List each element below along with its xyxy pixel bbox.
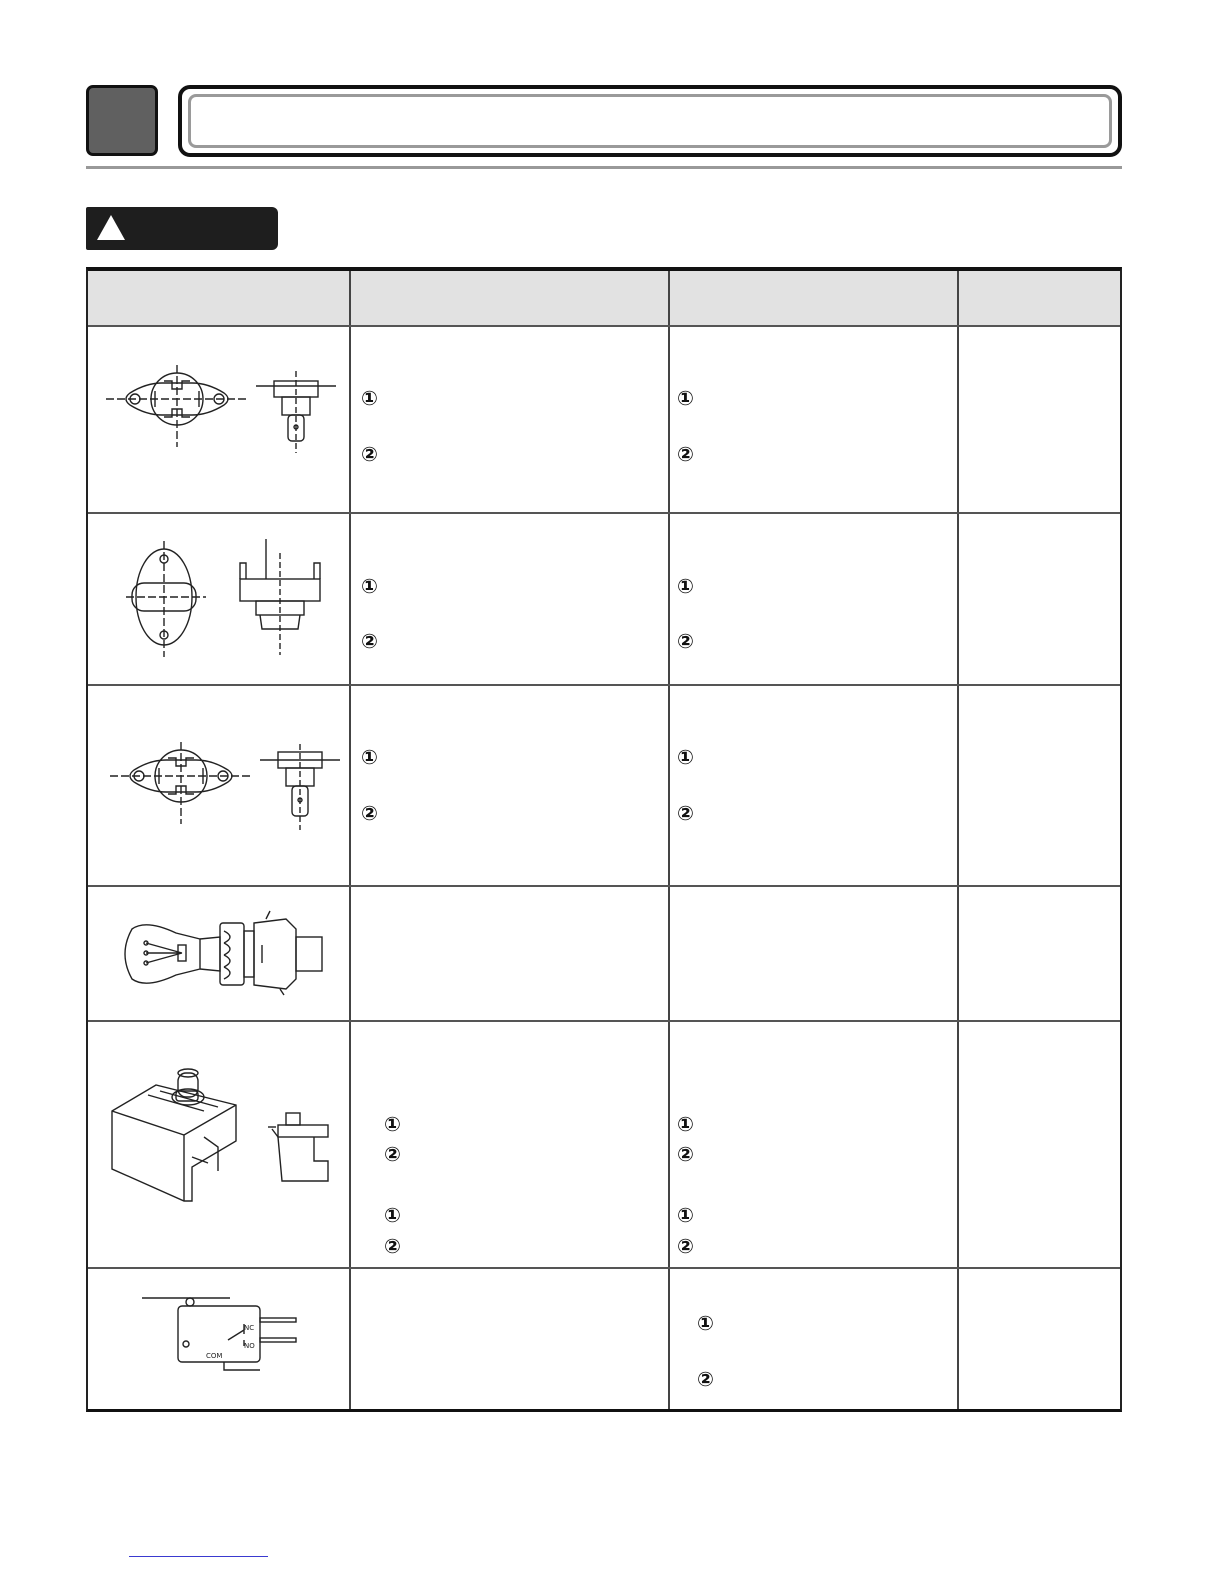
thermostat-disc-drawing (110, 738, 340, 838)
step-marker-1: ① (384, 1112, 401, 1136)
step-marker-1: ① (677, 1203, 694, 1227)
row-divider (88, 1020, 1120, 1022)
step-marker-2: ② (677, 629, 694, 653)
step-marker-2: ② (361, 442, 378, 466)
oval-thermostat-drawing (116, 539, 346, 659)
nc-terminal-label: NC (244, 1324, 255, 1332)
step-marker-2: ② (677, 801, 694, 825)
table-header-row (88, 271, 1120, 325)
column-divider (957, 271, 959, 1409)
door-switch-drawing (108, 1061, 338, 1211)
chapter-number-box (86, 85, 158, 156)
step-marker-2: ② (361, 801, 378, 825)
column-divider (349, 271, 351, 1409)
step-marker-2: ② (384, 1234, 401, 1258)
step-marker-2: ② (697, 1367, 714, 1391)
step-marker-1: ① (677, 745, 694, 769)
step-marker-1: ① (361, 574, 378, 598)
thermostat-disc-drawing (106, 361, 336, 461)
micro-switch-drawing (140, 1288, 310, 1378)
column-divider (668, 271, 670, 1409)
step-marker-2: ② (677, 1234, 694, 1258)
step-marker-2: ② (361, 629, 378, 653)
step-marker-1: ① (697, 1311, 714, 1335)
no-terminal-label: NO (244, 1342, 255, 1350)
warning-triangle-icon (96, 214, 126, 241)
step-marker-2: ② (384, 1142, 401, 1166)
row-divider (88, 684, 1120, 686)
header-rule (86, 166, 1122, 169)
com-terminal-label: COM (206, 1352, 223, 1360)
step-marker-1: ① (677, 386, 694, 410)
footer-link-underline[interactable] (129, 1556, 268, 1557)
parts-table (86, 267, 1122, 1412)
lamp-bulb-socket-drawing (116, 909, 336, 999)
row-divider (88, 325, 1120, 327)
step-marker-1: ① (384, 1203, 401, 1227)
step-marker-1: ① (677, 574, 694, 598)
section-title-bar (178, 85, 1122, 157)
step-marker-1: ① (361, 386, 378, 410)
warning-tab (86, 207, 278, 250)
step-marker-1: ① (677, 1112, 694, 1136)
step-marker-2: ② (677, 1142, 694, 1166)
step-marker-1: ① (361, 745, 378, 769)
row-divider (88, 885, 1120, 887)
row-divider (88, 512, 1120, 514)
step-marker-2: ② (677, 442, 694, 466)
row-divider (88, 1267, 1120, 1269)
